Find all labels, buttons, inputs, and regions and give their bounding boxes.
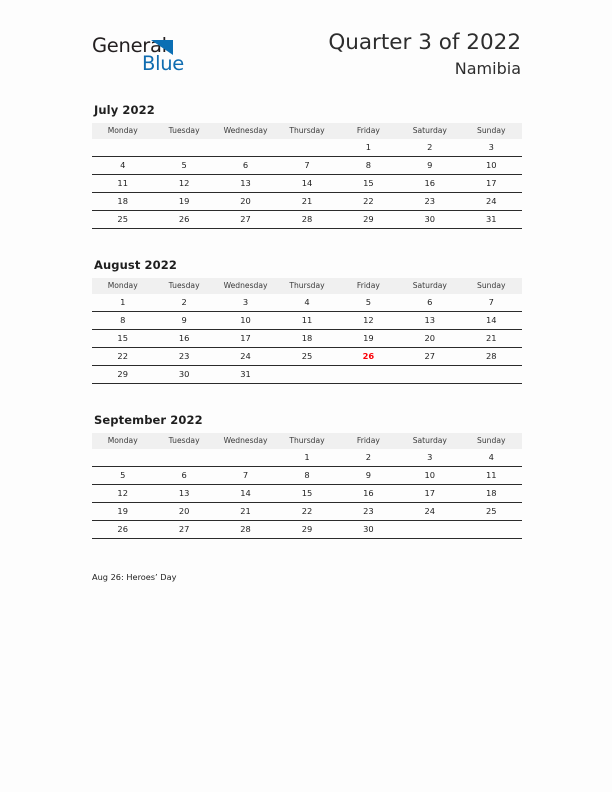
day-cell[interactable]: 29	[338, 211, 399, 229]
weekday-header-tuesday: Tuesday	[153, 433, 214, 449]
week-row	[92, 366, 522, 384]
day-cell[interactable]: 2	[365, 452, 372, 462]
weekday-header-sunday: Sunday	[461, 433, 522, 449]
day-cell[interactable]: 18	[461, 485, 522, 503]
day-cell[interactable]: 8	[92, 312, 153, 330]
day-cell[interactable]: 6	[427, 297, 433, 307]
logo-text-general: General	[92, 34, 167, 57]
day-cell[interactable]: 2	[427, 142, 433, 152]
day-cell[interactable]: 22	[276, 503, 337, 521]
day-cell[interactable]: 6	[153, 467, 214, 485]
month-title: August 2022	[94, 258, 177, 272]
day-cell[interactable]: 27	[153, 521, 214, 539]
page-title: Quarter 3 of 2022	[328, 30, 521, 55]
day-cell[interactable]: 1	[365, 142, 372, 152]
day-cell[interactable]: 15	[338, 175, 399, 193]
day-cell-empty	[276, 366, 337, 384]
day-cell[interactable]: 14	[215, 485, 276, 503]
day-cell[interactable]: 30	[338, 521, 399, 539]
day-cell[interactable]: 21	[215, 503, 276, 521]
weekday-header-friday: Friday	[338, 278, 399, 294]
day-cell[interactable]: 1	[120, 297, 126, 307]
day-cell[interactable]: 16	[153, 330, 214, 348]
day-cell[interactable]: 12	[92, 485, 153, 503]
weekday-header-monday: Monday	[92, 433, 153, 449]
title-block	[328, 30, 521, 80]
day-cell[interactable]: 25	[276, 348, 337, 366]
day-cell-empty	[399, 366, 460, 384]
day-cell[interactable]: 31	[215, 366, 276, 384]
day-cell[interactable]: 7	[276, 157, 337, 175]
day-cell[interactable]: 17	[461, 175, 522, 193]
day-cell[interactable]: 29	[276, 521, 337, 539]
week-row	[92, 449, 522, 467]
day-cell[interactable]: 13	[215, 175, 276, 193]
day-cell[interactable]: 9	[338, 467, 399, 485]
day-cell[interactable]: 23	[338, 503, 399, 521]
week-row	[92, 211, 522, 229]
weekday-header-sunday: Sunday	[461, 123, 522, 139]
day-cell[interactable]: 18	[92, 193, 153, 211]
day-cell[interactable]: 10	[461, 157, 522, 175]
weekday-header-sunday: Sunday	[461, 278, 522, 294]
day-cell[interactable]: 14	[461, 312, 522, 330]
day-cell[interactable]: 3	[427, 452, 433, 462]
weekday-header-saturday: Saturday	[399, 123, 460, 139]
week-row	[92, 330, 522, 348]
day-cell[interactable]: 18	[276, 330, 337, 348]
day-cell[interactable]: 4	[488, 452, 494, 462]
page-header	[0, 30, 612, 92]
weekday-header-row	[92, 433, 522, 449]
day-cell-empty	[92, 449, 153, 467]
day-cell-holiday[interactable]: 26	[338, 348, 399, 366]
day-cell-empty	[215, 449, 276, 467]
weekday-header-thursday: Thursday	[276, 123, 337, 139]
week-row	[92, 521, 522, 539]
day-cell[interactable]: 29	[92, 366, 153, 384]
week-row	[92, 175, 522, 193]
day-cell[interactable]: 19	[153, 193, 214, 211]
day-cell-empty	[153, 449, 214, 467]
day-cell[interactable]: 2	[181, 297, 187, 307]
day-cell[interactable]: 6	[215, 157, 276, 175]
day-cell[interactable]: 9	[153, 312, 214, 330]
day-cell[interactable]: 23	[399, 193, 460, 211]
day-cell[interactable]: 30	[399, 211, 460, 229]
month-grid	[92, 123, 522, 229]
logo-text-blue: Blue	[142, 52, 184, 75]
day-cell[interactable]: 22	[92, 348, 153, 366]
month-block-september	[92, 413, 522, 539]
day-cell[interactable]: 17	[215, 330, 276, 348]
weekday-header-wednesday: Wednesday	[215, 123, 276, 139]
day-cell-empty	[276, 139, 337, 157]
day-cell[interactable]: 9	[399, 157, 460, 175]
day-cell[interactable]: 16	[399, 175, 460, 193]
day-cell[interactable]: 11	[92, 175, 153, 193]
day-cell[interactable]: 1	[304, 452, 310, 462]
day-cell[interactable]: 28	[215, 521, 276, 539]
weekday-header-saturday: Saturday	[399, 433, 460, 449]
weekday-header-wednesday: Wednesday	[215, 433, 276, 449]
weekday-header-row	[92, 278, 522, 294]
day-cell[interactable]: 22	[338, 193, 399, 211]
day-cell[interactable]: 11	[276, 312, 337, 330]
holiday-legend: Aug 26: Heroes’ Day	[92, 572, 177, 582]
day-cell[interactable]: 14	[276, 175, 337, 193]
day-cell-empty	[461, 521, 522, 539]
day-cell[interactable]: 16	[338, 485, 399, 503]
day-cell[interactable]: 19	[338, 330, 399, 348]
weekday-header-thursday: Thursday	[276, 278, 337, 294]
day-cell[interactable]: 30	[153, 366, 214, 384]
day-cell[interactable]: 4	[92, 157, 153, 175]
day-cell[interactable]: 5	[365, 297, 372, 307]
day-cell-empty	[399, 521, 460, 539]
month-title: September 2022	[94, 413, 203, 427]
week-row	[92, 294, 522, 312]
day-cell-empty	[338, 366, 399, 384]
day-cell[interactable]: 25	[461, 503, 522, 521]
day-cell[interactable]: 24	[215, 348, 276, 366]
day-cell[interactable]: 27	[215, 211, 276, 229]
month-grid	[92, 433, 522, 539]
day-cell[interactable]: 11	[461, 467, 522, 485]
week-row	[92, 485, 522, 503]
weekday-header-friday: Friday	[338, 123, 399, 139]
day-cell[interactable]: 28	[276, 211, 337, 229]
day-cell-empty	[153, 139, 214, 157]
day-cell[interactable]: 17	[399, 485, 460, 503]
day-cell[interactable]: 7	[215, 467, 276, 485]
day-cell[interactable]: 20	[153, 503, 214, 521]
weekday-header-friday: Friday	[338, 433, 399, 449]
month-grid	[92, 278, 522, 384]
day-cell-empty	[92, 139, 153, 157]
day-cell[interactable]: 10	[399, 467, 460, 485]
day-cell[interactable]: 31	[461, 211, 522, 229]
month-block-august	[92, 258, 522, 384]
week-row	[92, 503, 522, 521]
day-cell[interactable]: 5	[153, 157, 214, 175]
weekday-header-wednesday: Wednesday	[215, 278, 276, 294]
day-cell[interactable]: 8	[338, 157, 399, 175]
weekday-header-row	[92, 123, 522, 139]
week-row	[92, 312, 522, 330]
day-cell[interactable]: 26	[92, 521, 153, 539]
day-cell[interactable]: 15	[92, 330, 153, 348]
week-row	[92, 348, 522, 366]
day-cell[interactable]: 12	[153, 175, 214, 193]
day-cell[interactable]: 23	[153, 348, 214, 366]
week-row	[92, 193, 522, 211]
day-cell[interactable]: 24	[461, 193, 522, 211]
month-title: July 2022	[94, 103, 155, 117]
weekday-header-saturday: Saturday	[399, 278, 460, 294]
day-cell[interactable]: 13	[153, 485, 214, 503]
day-cell[interactable]: 24	[399, 503, 460, 521]
day-cell[interactable]: 4	[304, 297, 310, 307]
day-cell[interactable]: 3	[242, 297, 249, 307]
page-subtitle-country: Namibia	[454, 59, 521, 78]
day-cell[interactable]: 10	[215, 312, 276, 330]
day-cell[interactable]: 25	[92, 211, 153, 229]
day-cell[interactable]: 13	[399, 312, 460, 330]
day-cell-empty	[215, 139, 276, 157]
weekday-header-monday: Monday	[92, 278, 153, 294]
day-cell[interactable]: 27	[399, 348, 460, 366]
day-cell[interactable]: 28	[461, 348, 522, 366]
day-cell[interactable]: 8	[276, 467, 337, 485]
day-cell[interactable]: 20	[399, 330, 460, 348]
day-cell[interactable]: 21	[461, 330, 522, 348]
weekday-header-monday: Monday	[92, 123, 153, 139]
day-cell[interactable]: 21	[276, 193, 337, 211]
day-cell[interactable]: 19	[92, 503, 153, 521]
weekday-header-thursday: Thursday	[276, 433, 337, 449]
day-cell[interactable]: 15	[276, 485, 337, 503]
day-cell[interactable]: 12	[338, 312, 399, 330]
day-cell-empty	[461, 366, 522, 384]
weekday-header-tuesday: Tuesday	[153, 123, 214, 139]
month-block-july	[92, 103, 522, 229]
week-row	[92, 139, 522, 157]
general-blue-logo	[92, 36, 212, 86]
day-cell[interactable]: 26	[153, 211, 214, 229]
day-cell[interactable]: 20	[215, 193, 276, 211]
weekday-header-tuesday: Tuesday	[153, 278, 214, 294]
week-row	[92, 157, 522, 175]
week-row	[92, 467, 522, 485]
day-cell[interactable]: 7	[488, 297, 494, 307]
day-cell[interactable]: 3	[488, 142, 494, 152]
day-cell[interactable]: 5	[92, 467, 153, 485]
